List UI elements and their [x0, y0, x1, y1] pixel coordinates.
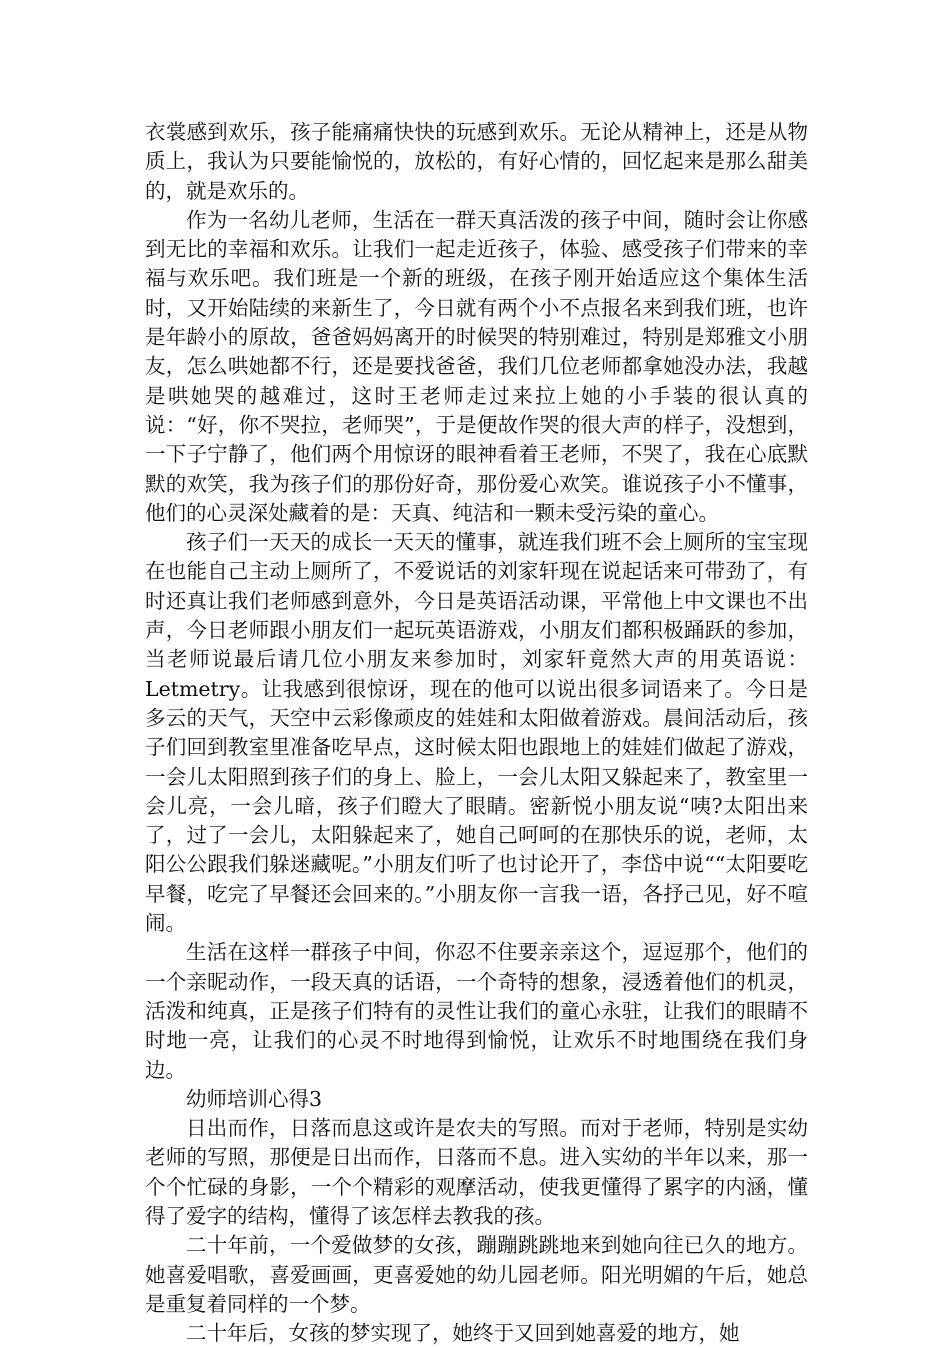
paragraph-1: 衣裳感到欢乐，孩子能痛痛快快的玩感到欢乐。无论从精神上，还是从物质上，我认为只要能愉悦的，放松的，有好心情的，回忆起来是那么甜美的，就是欢乐的。 [145, 120, 808, 203]
document-body [145, 118, 808, 1348]
paragraph-6: 二十年前，一个爱做梦的女孩，蹦蹦跳跳地来到她向往已久的地方。她喜爱唱歌，喜爱画画，更喜爱她的幼儿园老师。阳光明媚的午后，她总是重复着同样的一个梦。 [145, 1233, 808, 1316]
paragraph-2: 作为一名幼儿老师，生活在一群天真活泼的孩子中间，随时会让你感到无比的幸福和欢乐。让我们一起走近孩子，体验、感受孩子们带来的幸福与欢乐吧。我们班是一个新的班级，在孩子刚开始适应这个集体生活时，又开始陆续的来新生了，今日就有两个小不点报名来到我们班，也许是年龄小的原故，爸爸妈妈离开的时候哭的特别难过，特别是郑雅文小朋友，怎么哄她都不行，还是要找爸爸，我们几位老师都拿她没办法，我越是哄她哭的越难过，这时王老师走过来拉上她的小手装的很认真的说：“好，你不哭拉，老师哭”，于是便故作哭的很大声的样子，没想到，一下子宁静了，他们两个用惊讶的眼神看着王老师，不哭了，我在心底默默的欢笑，我为孩子们的那份好奇，那份爱心欢笑。谁说孩子小不懂事，他们的心灵深处藏着的是：天真、纯洁和一颗未受污染的童心。 [145, 207, 808, 525]
section-heading: 幼师培训心得3 [186, 1086, 323, 1111]
paragraph-4: 生活在这样一群孩子中间，你忍不住要亲亲这个，逗逗那个，他们的一个亲昵动作，一段天真的话语，一个奇特的想象，浸透着他们的机灵，活泼和纯真，正是孩子们特有的灵性让我们的童心永驻，让我们的眼睛不时地一亮，让我们的心灵不时地得到愉悦，让欢乐不时地围绕在我们身边。 [145, 940, 808, 1082]
paragraph-7: 二十年后，女孩的梦实现了，她终于又回到她喜爱的地方，她 [186, 1321, 740, 1346]
paragraph-5: 日出而作，日落而息这或许是农夫的写照。而对于老师，特别是实幼老师的写照，那便是日出而作，日落而不息。进入实幼的半年以来，那一个个忙碌的身影，一个个精彩的观摩活动，使我更懂得了累字的内涵，懂得了爱字的结构，懂得了该怎样去教我的孩。 [145, 1116, 808, 1228]
paragraph-3: 孩子们一天天的成长一天天的懂事，就连我们班不会上厕所的宝宝现在也能自己主动上厕所了，不爱说话的刘家轩现在说起话来可带劲了，有时还真让我们老师感到意外，今日是英语活动课，平常他上中文课也不出声，今日老师跟小朋友们一起玩英语游戏，小朋友们都积极踊跃的参加，当老师说最后请几位小朋友来参加时，刘家轩竟然大声的用英语说：Letmetry。让我感到很惊讶，现在的他可以说出很多词语来了。今日是多云的天气，天空中云彩像顽皮的娃娃和太阳做着游戏。晨间活动后，孩子们回到教室里准备吃早点，这时候太阳也跟地上的娃娃们做起了游戏，一会儿太阳照到孩子们的身上、脸上，一会儿太阳又躲起来了，教室里一会儿亮，一会儿暗，孩子们瞪大了眼睛。密新悦小朋友说“咦?太阳出来了，过了一会儿，太阳躲起来了，她自己呵呵的在那快乐的说，老师，太阳公公跟我们躲迷藏呢。”小朋友们听了也讨论开了，李岱中说““太阳要吃早餐，吃完了早餐还会回来的。”小朋友你一言我一语，各抒己见，好不喧闹。 [145, 530, 808, 936]
